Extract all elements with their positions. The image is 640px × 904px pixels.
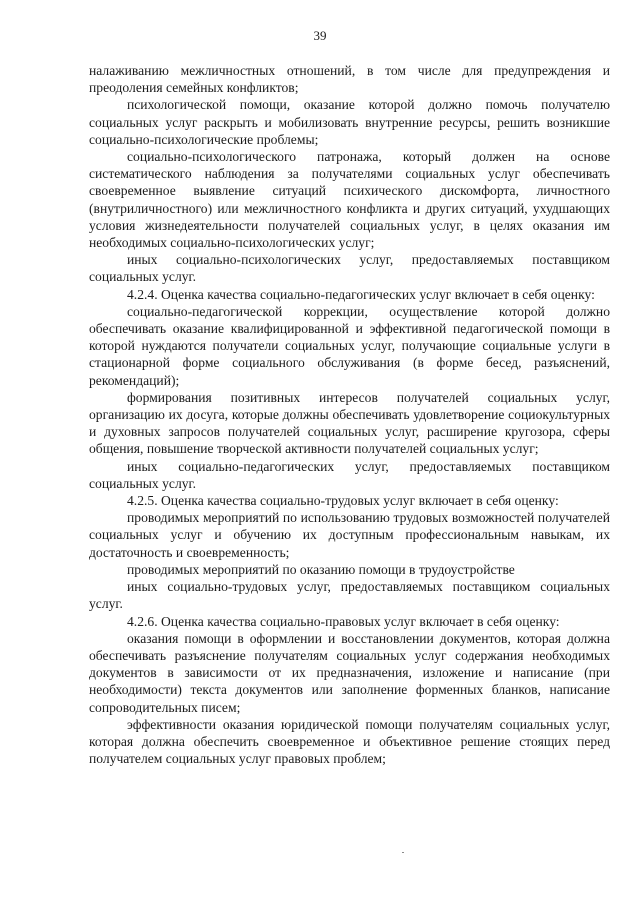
document-text bbox=[89, 62, 610, 767]
paragraph-employment-help: проводимых мероприятий по оказанию помощи в трудоустройстве bbox=[127, 561, 515, 577]
paragraph-psychological-patronage: социально-психологического патронажа, который должен на основе систематического наблюдения за получателями социальных услуг обеспечивать своевременное выявление ситуаций психического дискомфорта, личностного (внутриличностного) или межличностного конфликта и других ситуаций, ухудшающих условия жизнедеятельности получателей социальных услуг, в целях оказания им необходимых социально-психологических услуг; bbox=[89, 149, 610, 251]
paragraph-positive-interests: формирования позитивных интересов получателей социальных услуг, организацию их досуга, которые должны обеспечивать удовлетворение социокультурных и духовных запросов получателей социальных услуг, расширение кругозора, сферы общения, повышение творческой активности получателей социальных услуг; bbox=[89, 389, 610, 457]
page-number: 39 bbox=[313, 28, 327, 43]
paragraph-continuation: налаживанию межличностных отношений, в том числе для предупреждения и преодоления семейных конфликтов; bbox=[89, 63, 610, 96]
paragraph-psychological-help: психологической помощи, оказание которой должно помочь получателю социальных услуг раскрыть и мобилизовать внутренние ресурсы, решить возникшие социально-психологические проблемы; bbox=[89, 97, 610, 147]
paragraph-legal-help: эффективности оказания юридической помощи получателям социальных услуг, которая должна обеспечить своевременное и объективное решение стоящих перед получателем социальных услуг правовых проблем; bbox=[89, 716, 610, 767]
paragraph-other-labor-services: иных социально-трудовых услуг, предоставляемых поставщиком социальных услуг. bbox=[89, 579, 610, 612]
paragraph-pedagogical-correction: социально-педагогической коррекции, осуществление которой должно обеспечивать оказание квалифицированной и эффективной педагогической помощи в которой нуждаются получатели социальных услуг, получающие социальные услуги в стационарной форме социального обслуживания (в форме бесед, разъяснений, рекомендаций); bbox=[89, 303, 610, 388]
paragraph-other-pedagogical-services: иных социально-педагогических услуг, предоставляемых поставщиком социальных услуг. bbox=[89, 458, 610, 491]
section-4-2-6-heading: 4.2.6. Оценка качества социально-правовых услуг включает в себя оценку: bbox=[127, 613, 560, 629]
section-4-2-5-heading: 4.2.5. Оценка качества социально-трудовых услуг включает в себя оценку: bbox=[127, 493, 559, 509]
scan-artifact bbox=[402, 852, 404, 853]
paragraph-other-psychological-services: иных социально-психологических услуг, предоставляемых поставщиком социальных услуг. bbox=[89, 252, 610, 285]
paragraph-labor-activities: проводимых мероприятий по использованию трудовых возможностей получателей социальных услуг и обучению их доступным профессиональным навыкам, их достаточность и своевременность; bbox=[89, 510, 610, 560]
section-4-2-4-heading: 4.2.4. Оценка качества социально-педагогических услуг включает в себя оценку: bbox=[127, 286, 595, 302]
paragraph-documents-help: оказания помощи в оформлении и восстановлении документов, которая должна обеспечивать разъяснение получателям социальных услуг содержания необходимых документов в зависимости от их предназначения, изложение и написание (при необходимости) текста документов или заполнение форменных бланков, написание сопроводительных писем; bbox=[89, 630, 610, 715]
